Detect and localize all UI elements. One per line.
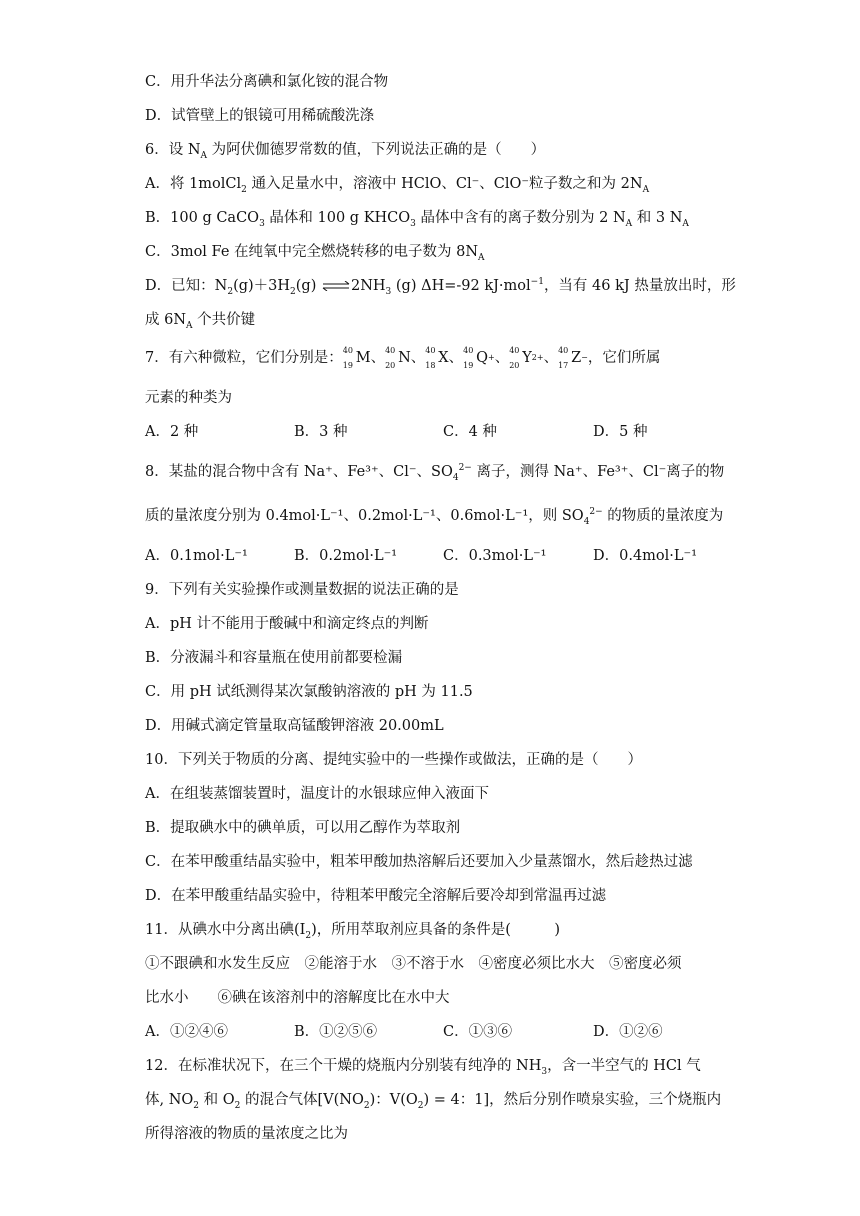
question-8-option-b: B．0.2mol·L⁻¹ xyxy=(294,548,398,564)
nuclide-symbol: 40 17 Z− xyxy=(558,346,588,370)
question-8-option-d: D．0.4mol·L⁻¹ xyxy=(593,548,698,564)
question-7-option-c: C．4 种 xyxy=(443,424,497,440)
question-8: 8．某盐的混合物中含有 Na⁺、Fe³⁺、Cl⁻、$SO_4^{2-}$ 离子，测得 Na⁺、Fe³⁺、Cl⁻离子的物 xyxy=(145,463,725,483)
question-10: 10．下列关于物质的分离、提纯实验中的一些操作或做法，正确的是（ ） xyxy=(145,752,642,768)
question-9-option-a: A．pH 计不能用于酸碱中和滴定终点的判断 xyxy=(145,616,429,632)
question-9-option-b: B．分液漏斗和容量瓶在使用前都要检漏 xyxy=(145,650,403,666)
question-12-cont: 体, $NO_2$ 和 $O_2$ 的混合气体[$V(NO_2)$：$V(O_2) = 4$：1]，然后分别作喷泉实验，三个烧瓶内 xyxy=(145,1092,722,1111)
question-7-option-a: A．2 种 xyxy=(145,424,199,440)
question-11-conditions-cont: 比水小 ⑥碘在该溶剂中的溶解度比在水中大 xyxy=(145,990,450,1006)
question-10-option-c: C．在苯甲酸重结晶实验中，粗苯甲酸加热溶解后还要加入少量蒸馏水，然后趁热过滤 xyxy=(145,854,693,870)
question-7-cont: 元素的种类为 xyxy=(145,390,232,406)
nuclide-symbol: 40 20 Y2+ xyxy=(509,346,544,370)
nuclide-symbol: 40 19 Q+ xyxy=(463,346,495,370)
question-11-option-d: D．①②⑥ xyxy=(593,1024,663,1040)
question-11-conditions: ①不跟碘和水发生反应 ②能溶于水 ③不溶于水 ④密度必须比水大 ⑤密度必须 xyxy=(145,956,682,972)
question-8-cont: 质的量浓度分别为 0.4mol·L⁻¹、0.2mol·L⁻¹、0.6mol·L⁻¹，则 $SO_4^{2-}$ 的物质的量浓度为 xyxy=(145,507,724,527)
question-7: 7．有六种微粒，它们分别是： 40 19 M、 40 20 N、 40 18 X、 40 19 Q+、 40 20 Y2+、 40 17 Z−，它们所属 xyxy=(145,346,661,370)
question-6-option-c: C．3mol Fe 在纯氧中完全燃烧转移的电子数为 $8N_A$ xyxy=(145,244,485,263)
question-8-option-c: C．0.3mol·L⁻¹ xyxy=(443,548,547,564)
option-c-line: C．用升华法分离碘和氯化铵的混合物 xyxy=(145,74,389,90)
question-6: 6．设 $N_A$ 为阿伏伽德罗常数的值，下列说法正确的是（ ） xyxy=(145,142,546,161)
nuclide-symbol: 40 20 N xyxy=(385,346,411,370)
question-10-option-a: A．在组装蒸馏装置时，温度计的水银球应伸入液面下 xyxy=(145,786,489,802)
question-11-option-a: A．①②④⑥ xyxy=(145,1024,228,1040)
question-11-option-b: B．①②⑤⑥ xyxy=(294,1024,378,1040)
question-7-option-d: D．5 种 xyxy=(593,424,648,440)
question-6-option-b: B．100 g CaCO$_3$ 晶体和 100 g $KHCO_3$ 晶体中含有的离子数分别为 2 $N_A$ 和 3 $N_A$ xyxy=(145,210,689,229)
option-d-line: D．试管壁上的银镜可用稀硫酸洗涤 xyxy=(145,108,375,124)
question-8-option-a: A．0.1mol·L⁻¹ xyxy=(145,548,248,564)
question-6-option-a: A．将 1molCl$_2$ 通入足量水中，溶液中 HClO、Cl⁻、ClO⁻粒子数之和为 $2N_A$ xyxy=(145,176,650,195)
nuclide-symbol: 40 18 X xyxy=(425,346,449,370)
question-9: 9．下列有关实验操作或测量数据的说法正确的是 xyxy=(145,582,459,598)
equilibrium-arrow-icon xyxy=(321,281,351,291)
question-7-option-b: B．3 种 xyxy=(294,424,348,440)
question-12-cont-2: 所得溶液的物质的量浓度之比为 xyxy=(145,1126,348,1142)
question-10-option-b: B．提取碘水中的碘单质，可以用乙醇作为萃取剂 xyxy=(145,820,461,836)
question-6-option-d-cont: 成 $6N_A$ 个共价键 xyxy=(145,312,256,331)
question-11-option-c: C．①③⑥ xyxy=(443,1024,513,1040)
question-9-option-d: D．用碱式滴定管量取高锰酸钾溶液 20.00mL xyxy=(145,718,444,734)
question-12: 12．在标准状况下，在三个干燥的烧瓶内分别装有纯净的 $NH_3$，含一半空气的 HCl 气 xyxy=(145,1058,701,1077)
question-6-option-d: D．已知：$N_2(g)+3H_2(g)$ $2NH_3$ (g) ΔH=-92 kJ·mol$^{-1}$，当有 46 kJ 热量放出时，形 xyxy=(145,277,736,297)
question-9-option-c: C．用 pH 试纸测得某次氯酸钠溶液的 pH 为 11.5 xyxy=(145,684,473,700)
question-11: 11．从碘水中分离出碘$(I_2)$，所用萃取剂应具备的条件是( ) xyxy=(145,922,561,941)
question-10-option-d: D．在苯甲酸重结晶实验中，待粗苯甲酸完全溶解后要冷却到常温再过滤 xyxy=(145,888,607,904)
nuclide-symbol: 40 19 M xyxy=(342,346,371,370)
